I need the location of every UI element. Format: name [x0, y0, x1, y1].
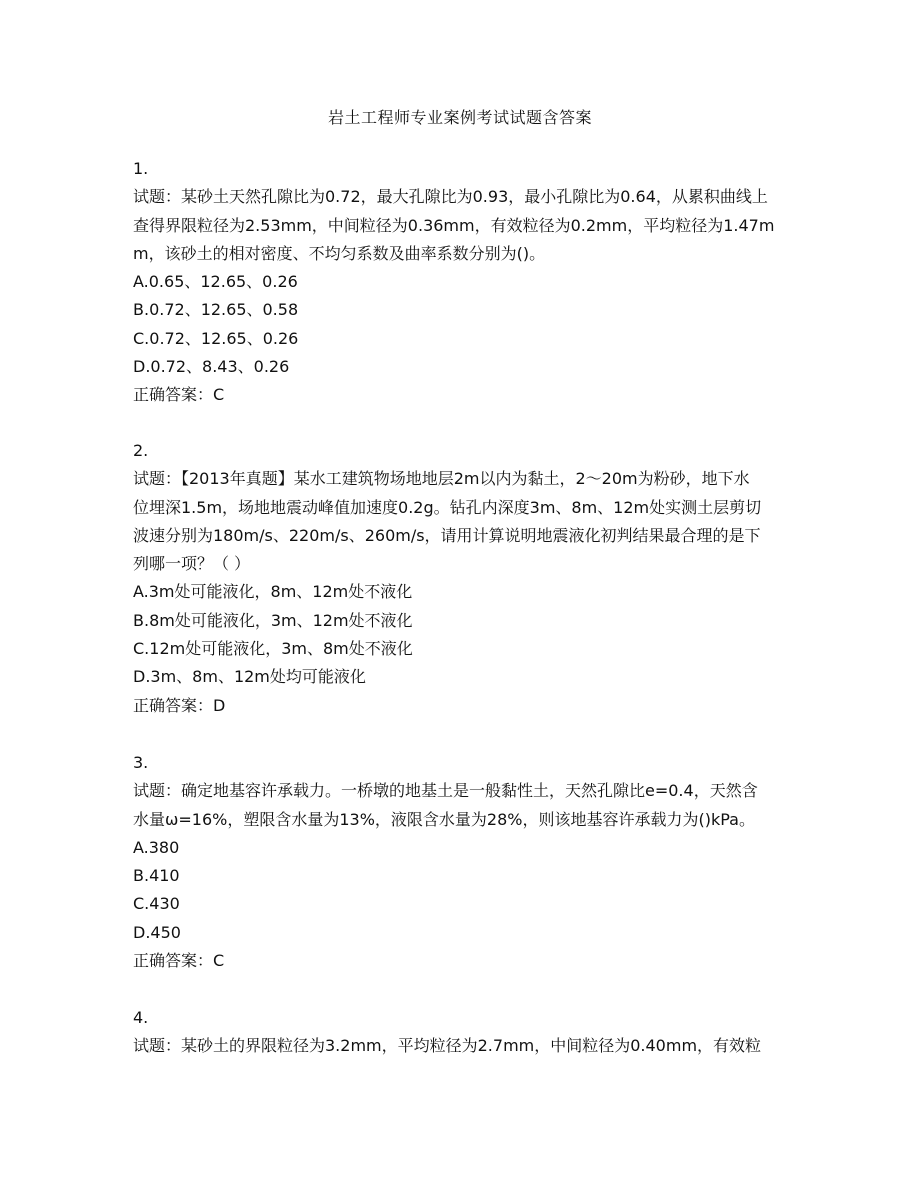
question-stem-line: 试题：某砂土的界限粒径为3.2mm，平均粒径为2.7mm，中间粒径为0.40mm，有效粒 — [133, 1036, 762, 1056]
option-b: B.0.72、12.65、0.58 — [133, 300, 299, 320]
question-stem-line: 位埋深1.5m，场地地震动峰值加速度0.2g。钻孔内深度3m、8m、12m处实测土层剪切 — [133, 497, 762, 517]
correct-answer: 正确答案：C — [133, 951, 225, 971]
option-a: A.380 — [133, 837, 180, 857]
question-block — [133, 749, 783, 975]
question-block — [133, 155, 783, 410]
option-d: D.0.72、8.43、0.26 — [133, 357, 290, 377]
question-block — [133, 1004, 783, 1061]
question-stem-line: 水量ω=16%，塑限含水量为13%，液限含水量为28%，则该地基容许承载力为()kPa。 — [133, 809, 755, 829]
option-d: D.3m、8m、12m处均可能液化 — [133, 667, 366, 687]
option-b: B.8m处可能液化，3m、12m处不液化 — [133, 610, 413, 630]
option-c: C.0.72、12.65、0.26 — [133, 328, 299, 348]
question-stem-line: 试题：某砂土天然孔隙比为0.72，最大孔隙比为0.93，最小孔隙比为0.64，从累积曲线上 — [133, 187, 768, 207]
question-stem-line: 波速分别为180m/s、220m/s、260m/s，请用计算说明地震液化初判结果最合理的是下 — [133, 525, 761, 545]
question-stem-line: 试题：确定地基容许承载力。一桥墩的地基土是一般黏性土，天然孔隙比e=0.4，天然含 — [133, 781, 758, 801]
correct-answer: 正确答案：C — [133, 385, 225, 405]
question-stem-line: m，该砂土的相对密度、不均匀系数及曲率系数分别为()。 — [133, 243, 546, 263]
question-stem-line: 列哪一项？（ ） — [133, 554, 251, 574]
question-number: 3. — [133, 753, 149, 772]
question-number: 4. — [133, 1008, 149, 1027]
question-stem-line: 试题：【2013年真题】某水工建筑物场地地层2m以内为黏土，2～20m为粉砂，地下水 — [133, 469, 750, 489]
option-a: A.0.65、12.65、0.26 — [133, 272, 298, 292]
question-block — [133, 437, 783, 720]
option-c: C.12m处可能液化，3m、8m处不液化 — [133, 639, 413, 659]
correct-answer: 正确答案：D — [133, 695, 226, 715]
page-title: 岩土工程师专业案例考试试题含答案 — [327, 108, 592, 127]
option-a: A.3m处可能液化，8m、12m处不液化 — [133, 582, 413, 602]
option-d: D.450 — [133, 922, 181, 942]
question-number: 2. — [133, 441, 149, 460]
question-number: 1. — [133, 159, 149, 178]
option-c: C.430 — [133, 894, 180, 914]
question-stem-line: 查得界限粒径为2.53mm，中间粒径为0.36mm，有效粒径为0.2mm，平均粒径为1.47m — [133, 215, 775, 235]
option-b: B.410 — [133, 866, 180, 886]
